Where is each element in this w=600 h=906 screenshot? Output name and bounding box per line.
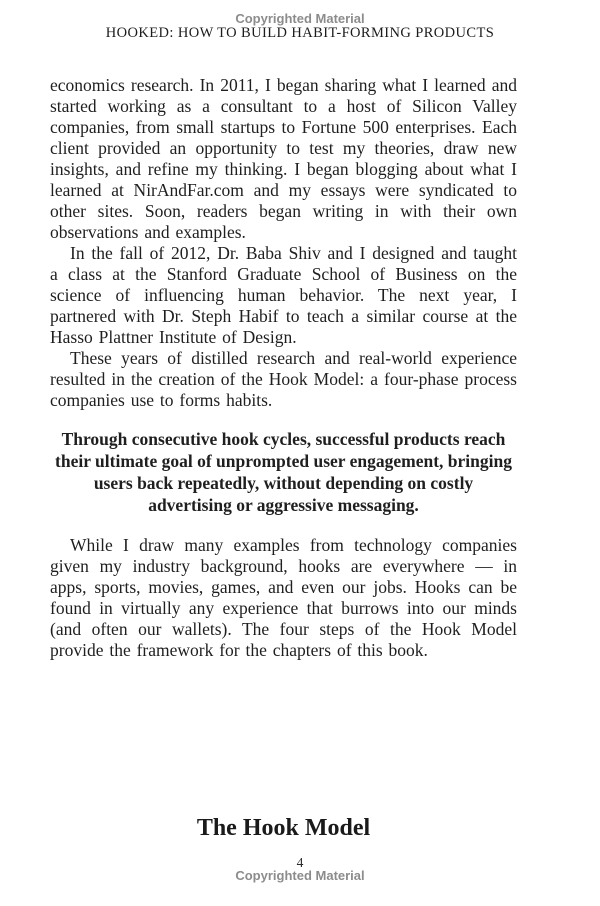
running-header: HOOKED: HOW TO BUILD HABIT-FORMING PRODUCTS: [105, 25, 495, 41]
copyright-watermark-bottom: Copyrighted Material: [235, 868, 365, 883]
pull-quote: Through consecutive hook cycles, successful products reach their ultimate goal of unprompted user engagement, bringing users back repeatedly, without depending on costly advertising or aggressive messaging.: [55, 429, 512, 515]
body-paragraph: These years of distilled research and real-world experience resulted in the creation of the Hook Model: a four-phase process companies use to forms habits.: [50, 348, 517, 410]
page-body-text: [50, 75, 517, 661]
copyright-watermark-top: Copyrighted Material: [235, 11, 365, 26]
body-paragraph: economics research. In 2011, I began sharing what I learned and started working as a consultant to a host of Silicon Valley companies, from small startups to Fortune 500 enterprises. Each client provided an opportunity to test my theories, draw new insights, and refine my thinking. I began blogging about what I learned at NirAndFar.com and my essays were syndicated to other sites. Soon, readers began writing in with their own observations and examples.: [50, 75, 517, 242]
page-number: 4: [296, 855, 304, 870]
body-paragraph: While I draw many examples from technology companies given my industry background, hooks are everywhere — in apps, sports, movies, games, and even our jobs. Hooks can be found in virtually any experience that burrows into our minds (and often our wallets). The four steps of the Hook Model provide the framework for the chapters of this book.: [50, 535, 517, 660]
body-paragraph: In the fall of 2012, Dr. Baba Shiv and I designed and taught a class at the Stanford Graduate School of Business on the science of influencing human behavior. The next year, I partnered with Dr. Steph Habif to teach a similar course at the Hasso Plattner Institute of Design.: [50, 243, 517, 347]
section-heading: The Hook Model: [196, 815, 371, 841]
